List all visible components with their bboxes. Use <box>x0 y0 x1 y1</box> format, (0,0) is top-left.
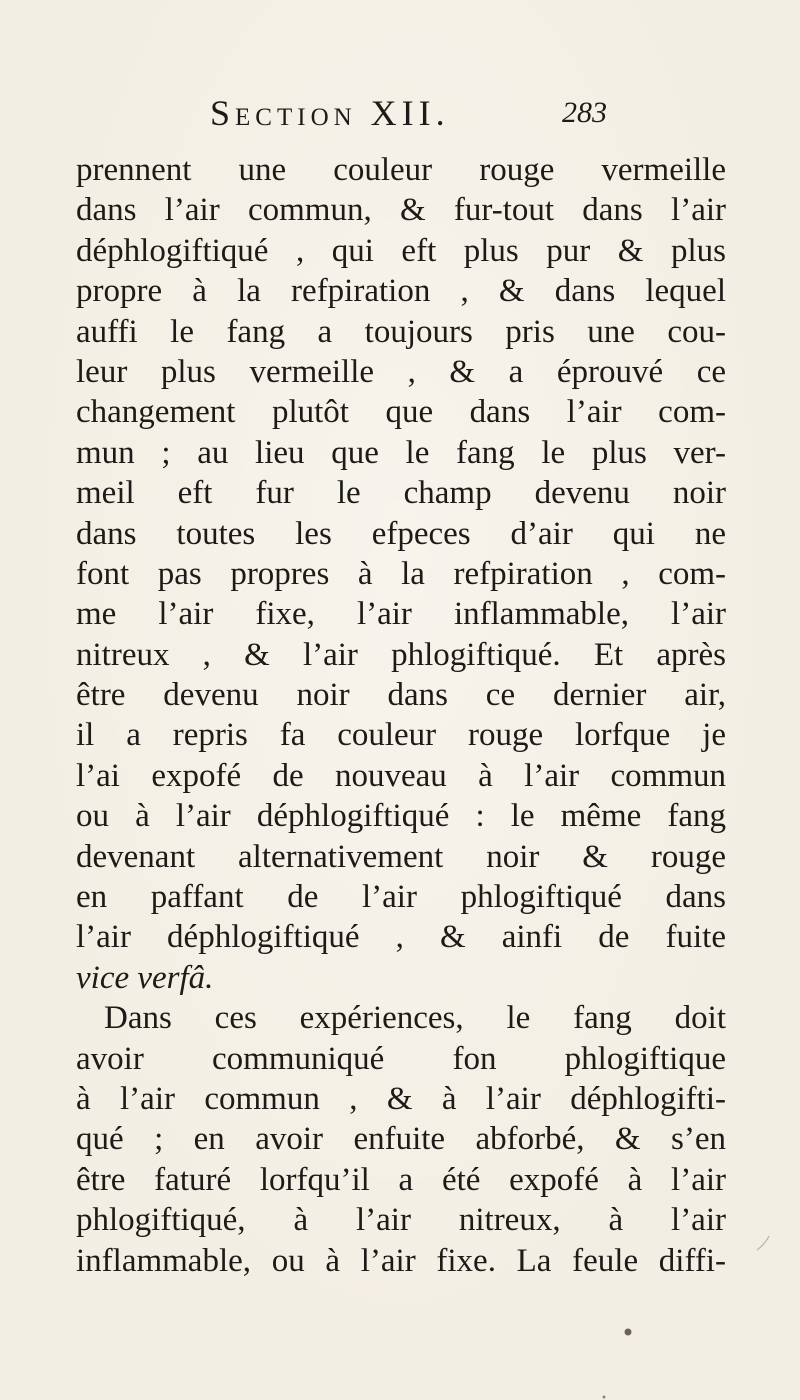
text-line: font pas propres à la refpiration , com- <box>76 555 726 592</box>
text-line: être devenu noir dans ce dernier air, <box>76 677 726 714</box>
text-line: devenant alternativement noir & rouge <box>76 838 726 875</box>
text-line: leur plus vermeille , & a éprouvé ce <box>76 353 726 390</box>
text-line: changement plutôt que dans l’air com- <box>76 394 726 431</box>
text-line: déphlogiftiqué , qui eft plus pur & plus <box>76 232 726 269</box>
text-line: propre à la refpiration , & dans lequel <box>76 273 726 310</box>
text-line: me l’air fixe, l’air inflammable, l’air <box>76 596 726 633</box>
text-line: à l’air commun , & à l’air déphlogifti- <box>76 1080 726 1117</box>
text-line: il a repris fa couleur rouge lorfque je <box>76 717 726 754</box>
text-line: meil eft fur le champ devenu noir <box>76 475 726 512</box>
page-number: 283 <box>562 96 607 129</box>
ink-speck <box>625 1329 632 1336</box>
text-line: avoir communiqué fon phlogiftique <box>76 1040 726 1077</box>
text-line: dans toutes les efpeces d’air qui ne <box>76 515 726 552</box>
text-line: dans l’air commun, & fur-tout dans l’air <box>76 192 726 229</box>
text-line: être faturé lorfqu’il a été expofé à l’air <box>76 1161 726 1198</box>
text-line: l’ai expofé de nouveau à l’air commun <box>76 757 726 794</box>
text-line: en paffant de l’air phlogiftiqué dans <box>76 879 726 916</box>
text-line: nitreux , & l’air phlogiftiqué. Et après <box>76 636 726 673</box>
text-line: inflammable, ou à l’air fixe. La feule diffi- <box>76 1242 726 1279</box>
body-text <box>76 150 726 1281</box>
text-line: l’air déphlogiftiqué , & ainfi de fuite <box>76 919 726 956</box>
paper-mark <box>757 1236 769 1250</box>
running-head <box>0 92 800 142</box>
section-title: Section XII. <box>210 93 450 133</box>
text-line: ou à l’air déphlogiftiqué : le même fang <box>76 798 726 835</box>
text-line: phlogiftiqué, à l’air nitreux, à l’air <box>76 1202 726 1239</box>
text-line: auffi le fang a toujours pris une cou- <box>76 313 726 350</box>
ink-speck <box>603 1396 606 1399</box>
paragraph-first-line: Dans ces expériences, le fang doit <box>104 1000 726 1037</box>
text-line: qué ; en avoir enfuite abforbé, & s’en <box>76 1121 726 1158</box>
text-line: prennent une couleur rouge vermeille <box>76 152 726 188</box>
text-line-italic: vice verfâ. <box>76 959 214 996</box>
text-line: mun ; au lieu que le fang le plus ver- <box>76 434 726 471</box>
